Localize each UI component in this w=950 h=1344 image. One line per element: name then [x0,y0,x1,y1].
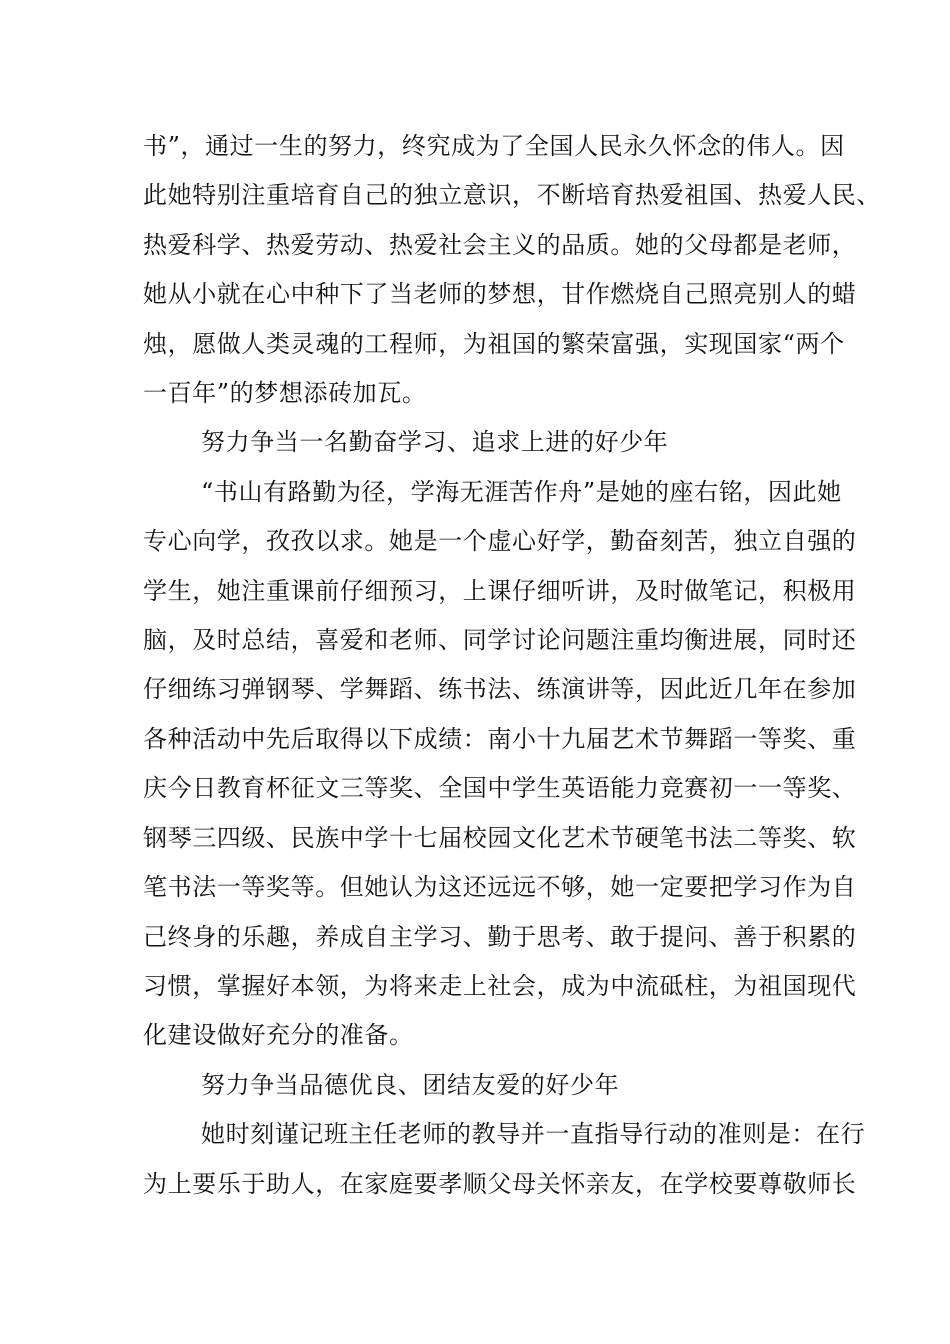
paragraph-line: 为上要乐于助人，在家庭要孝顺父母关怀亲友，在学校要尊敬师长 [143,1169,857,1198]
paragraph-3 [143,1110,866,1159]
heading-text: 努力争当一名勤奋学习、追求上进的好少年 [201,428,669,457]
paragraph-line: 她时刻谨记班主任老师的教导并一直指导行动的准则是：在行 [201,1120,866,1149]
paragraph-line: 习惯，掌握好本领，为将来走上社会，成为中流砥柱，为祖国现代 [143,971,857,1000]
paragraph-line: 己终身的乐趣，养成自主学习、勤于思考、敢于提问、善于积累的 [143,922,857,951]
paragraph-line: “书山有路勤为径，学海无涯苦作舟”是她的座右铭，因此她 [201,477,842,506]
paragraph-2 [143,468,842,517]
paragraph-2-continued [143,517,857,1060]
paragraph-line: 钢琴三四级、民族中学十七届校园文化艺术节硬笔书法二等奖、软 [143,823,857,852]
paragraph-1 [143,122,881,418]
paragraph-line: 一百年”的梦想添砖加瓦。 [143,379,427,408]
heading-text: 努力争当品德优良、团结友爱的好少年 [201,1070,620,1099]
paragraph-line: 庆今日教育杯征文三等奖、全国中学生英语能力竞赛初一一等奖、 [143,774,857,803]
paragraph-line: 脑，及时总结，喜爱和老师、同学讨论问题注重均衡进展，同时还 [143,626,857,655]
paragraph-line: 她从小就在心中种下了当老师的梦想，甘作燃烧自己照亮别人的蜡 [143,280,857,309]
paragraph-line: 烛，愿做人类灵魂的工程师，为祖国的繁荣富强，实现国家“两个 [143,329,845,358]
paragraph-3-continued [143,1160,857,1209]
section-heading-1 [143,418,823,467]
paragraph-line: 仔细练习弹钢琴、学舞蹈、练书法、练演讲等，因此近几年在参加 [143,675,857,704]
section-heading-2 [143,1061,823,1110]
paragraph-line: 专心向学，孜孜以求。她是一个虚心好学，勤奋刻苦，独立自强的 [143,527,857,556]
paragraph-line: 热爱科学、热爱劳动、热爱社会主义的品质。她的父母都是老师， [143,230,857,259]
paragraph-line: 学生，她注重课前仔细预习，上课仔细听讲，及时做笔记，积极用 [143,576,857,605]
document-body [143,122,881,1209]
paragraph-line: 书”，通过一生的努力，终究成为了全国人民永久怀念的伟人。因 [143,132,845,160]
paragraph-line: 化建设做好充分的准备。 [143,1021,414,1050]
paragraph-line: 笔书法一等奖等。但她认为这还远远不够，她一定要把学习作为自 [143,873,857,902]
paragraph-line: 此她特别注重培育自己的独立意识，不断培育热爱祖国、热爱人民、 [143,181,881,210]
paragraph-line: 各种活动中先后取得以下成绩：南小十九届艺术节舞蹈一等奖、重 [143,724,857,753]
